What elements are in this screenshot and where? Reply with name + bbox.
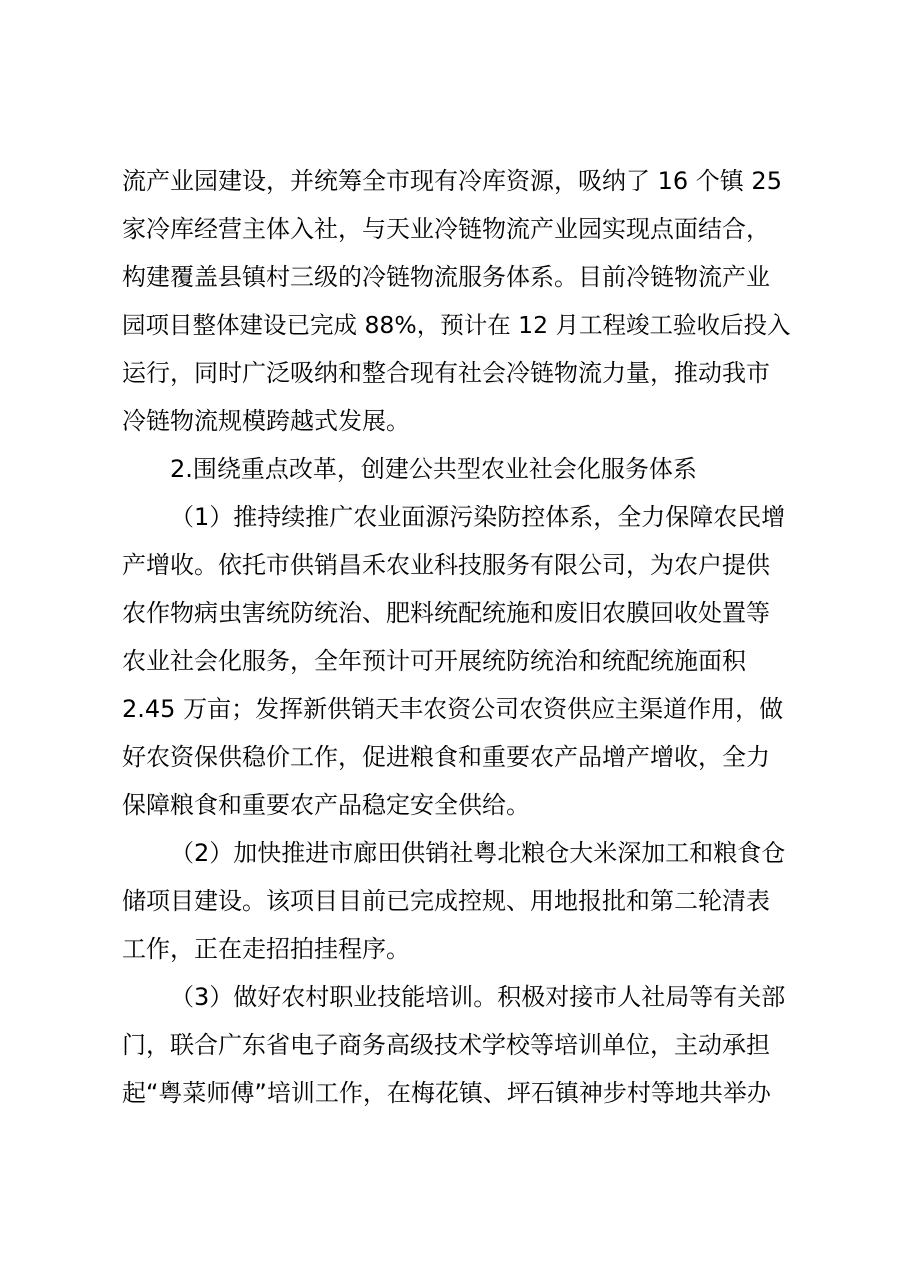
paragraph-line: 门，联合广东省电子商务高级技术学校等培训单位，主动承担 — [122, 1031, 770, 1059]
paragraph-line: 运行，同时广泛吸纳和整合现有社会冷链物流力量，推动我市 — [122, 359, 770, 387]
paragraph-line: 农业社会化服务，全年预计可开展统防统治和统配统施面积 — [122, 647, 746, 675]
paragraph-line: 好农资保供稳价工作，促进粮食和重要农产品增产增收，全力 — [122, 743, 770, 771]
paragraph-line: （2）加快推进市廊田供销社粤北粮仓大米深加工和粮食仓 — [170, 839, 786, 867]
paragraph-line: 构建覆盖县镇村三级的冷链物流服务体系。目前冷链物流产业 — [122, 263, 770, 291]
paragraph-line: 产增收。依托市供销昌禾农业科技服务有限公司，为农户提供 — [122, 551, 770, 579]
paragraph-line: 起“粤菜师傅”培训工作，在梅花镇、坪石镇神步村等地共举办 — [122, 1079, 771, 1107]
paragraph-line: 保障粮食和重要农产品稳定安全供给。 — [122, 791, 530, 819]
section-heading: 2.围绕重点改革，创建公共型农业社会化服务体系 — [170, 455, 697, 483]
paragraph-line: 冷链物流规模跨越式发展。 — [122, 407, 410, 435]
paragraph-line: （1）推持续推广农业面源污染防控体系，全力保障农民增 — [170, 503, 786, 531]
paragraph-line: 流产业园建设，并统筹全市现有冷库资源，吸纳了 16 个镇 25 — [122, 167, 782, 195]
paragraph-line: 2.45 万亩；发挥新供销天丰农资公司农资供应主渠道作用，做 — [122, 695, 784, 723]
paragraph-line: 工作，正在走招拍挂程序。 — [122, 935, 410, 963]
paragraph-line: 园项目整体建设已完成 88%，预计在 12 月工程竣工验收后投入 — [122, 311, 791, 339]
paragraph-line: 储项目建设。该项目目前已完成控规、用地报批和第二轮清表 — [122, 887, 770, 915]
paragraph-line: （3）做好农村职业技能培训。积极对接市人社局等有关部 — [170, 983, 786, 1011]
paragraph-line: 农作物病虫害统防统治、肥料统配统施和废旧农膜回收处置等 — [122, 599, 770, 627]
paragraph-line: 家冷库经营主体入社，与天业冷链物流产业园实现点面结合， — [122, 215, 770, 243]
